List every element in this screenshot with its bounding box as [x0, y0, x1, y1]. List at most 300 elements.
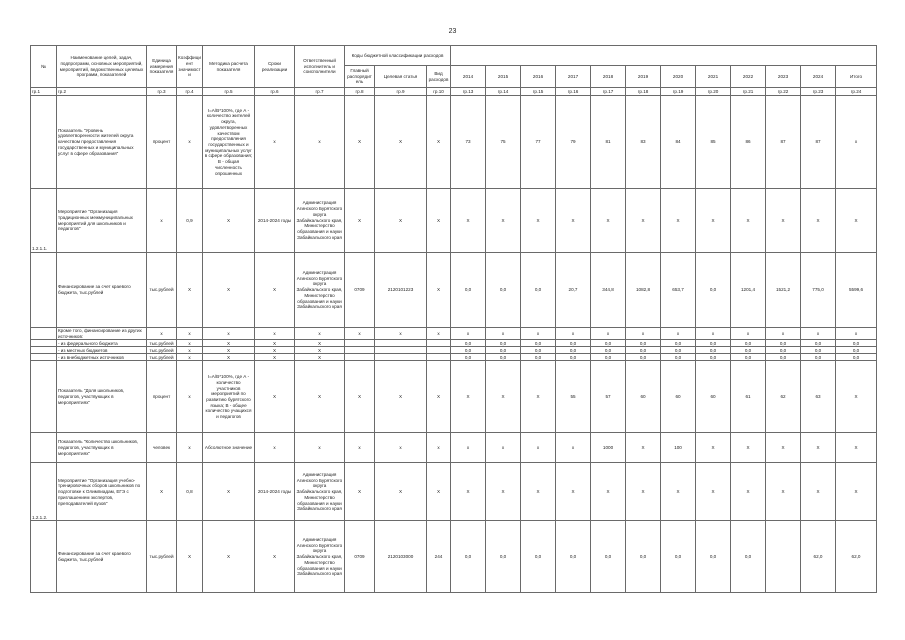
year-value: Х [696, 189, 731, 253]
row-term: Х [255, 347, 295, 354]
year-header: 2022 [731, 66, 766, 88]
row-method: Х [203, 347, 255, 354]
table-cell: гр.2 [57, 88, 147, 96]
row-total: Х [836, 189, 877, 253]
year-header: 2017 [556, 66, 591, 88]
year-value: х [801, 328, 836, 340]
year-value: Х [591, 189, 626, 253]
year-value: х [556, 433, 591, 463]
column-number-row [31, 88, 877, 96]
row-name: Показатель "Уровень удовлетворенности жителей округа качеством предоставления государственных и муниципальных услуг в сфере образования" [57, 96, 147, 189]
year-value: 86 [731, 96, 766, 189]
program-table [30, 45, 877, 593]
table-cell: гр.9 [375, 88, 427, 96]
row-total: х [836, 328, 877, 340]
year-value: 85 [696, 96, 731, 189]
year-value: Х [731, 433, 766, 463]
table-cell: гр.5 [203, 88, 255, 96]
year-value [766, 521, 801, 593]
row-executor: х [295, 433, 345, 463]
row-kcs: Х [375, 463, 427, 521]
row-method: Х [203, 189, 255, 253]
row-unit: тыс.рублей [147, 253, 177, 328]
year-value: 62 [766, 361, 801, 433]
table-cell [375, 340, 427, 347]
row-total: Х [836, 361, 877, 433]
row-vr: х [427, 433, 451, 463]
year-value: 0,0 [731, 521, 766, 593]
year-value: 0,0 [591, 354, 626, 361]
year-value: 0,0 [451, 340, 486, 347]
header-vr: Вид расходов [427, 66, 451, 88]
year-value: 0,0 [556, 347, 591, 354]
year-value: 0,0 [696, 347, 731, 354]
row-vr: Х [427, 189, 451, 253]
year-value: х [626, 328, 661, 340]
table-row [31, 340, 877, 347]
year-value: Х [696, 463, 731, 521]
year-value: 75 [486, 96, 521, 189]
row-number [31, 521, 57, 593]
year-value: 0,0 [801, 340, 836, 347]
year-value: 0,0 [731, 347, 766, 354]
row-total: Х [836, 463, 877, 521]
row-number: 1.2.1.2. [31, 463, 57, 521]
year-value: 84 [661, 96, 696, 189]
table-row [31, 463, 877, 521]
year-value: Х [521, 189, 556, 253]
year-value: 0,0 [766, 340, 801, 347]
year-value: 0,0 [696, 354, 731, 361]
table-cell [375, 354, 427, 361]
row-grbs: Х [345, 361, 375, 433]
year-value: Х [591, 463, 626, 521]
year-value: Х [486, 463, 521, 521]
row-kcs: х [375, 433, 427, 463]
row-total: 0,0 [836, 354, 877, 361]
year-value: 0,0 [626, 340, 661, 347]
year-value: 0,0 [486, 347, 521, 354]
row-term: 2014-2024 годы [255, 189, 295, 253]
year-value: х [451, 328, 486, 340]
year-value: 0,0 [801, 347, 836, 354]
row-total: 62,0 [836, 521, 877, 593]
row-coef: х [177, 354, 203, 361]
year-value: х [766, 328, 801, 340]
year-header: 2024 [801, 66, 836, 88]
row-number [31, 340, 57, 347]
year-value: 87 [801, 96, 836, 189]
header-row-1 [31, 46, 877, 66]
row-total: х [836, 96, 877, 189]
year-value: 57 [591, 361, 626, 433]
year-value: х [521, 328, 556, 340]
year-value: х [486, 328, 521, 340]
row-executor: Администрация Агинского Бурятского округа Забайкальского края, Министерство образования и науки Забайкальского края [295, 253, 345, 328]
row-kcs: Х [375, 189, 427, 253]
year-value: 0,0 [696, 521, 731, 593]
year-value: 0,0 [556, 354, 591, 361]
row-number [31, 433, 57, 463]
year-value: 1000 [591, 433, 626, 463]
table-cell: гр.19 [661, 88, 696, 96]
table-cell [375, 347, 427, 354]
row-term: Х [255, 521, 295, 593]
year-header: 2019 [626, 66, 661, 88]
row-term: Х [255, 253, 295, 328]
year-value: 0,0 [801, 354, 836, 361]
year-value: 62,0 [801, 521, 836, 593]
year-value: Х [451, 361, 486, 433]
row-unit: тыс.рублей [147, 354, 177, 361]
row-number [31, 361, 57, 433]
table-cell: гр.1 [31, 88, 57, 96]
row-vr: Х [427, 96, 451, 189]
year-value: 0,0 [451, 253, 486, 328]
row-term: Х [255, 340, 295, 347]
year-value: 60 [661, 361, 696, 433]
table-row [31, 96, 877, 189]
year-value: 60 [626, 361, 661, 433]
year-header: 2020 [661, 66, 696, 88]
table-cell: гр.17 [591, 88, 626, 96]
year-value: 0,0 [521, 340, 556, 347]
row-executor: Х [295, 347, 345, 354]
table-cell [427, 340, 451, 347]
year-value: 0,0 [626, 521, 661, 593]
row-executor: Администрация Агинского Бурятского округа Забайкальского края, Министерство образования и науки Забайкальского края [295, 189, 345, 253]
row-unit: Х [147, 463, 177, 521]
year-value: х [556, 328, 591, 340]
table-row [31, 328, 877, 340]
row-number [31, 253, 57, 328]
row-unit: тыс.рублей [147, 521, 177, 593]
row-coef: х [177, 328, 203, 340]
header-term: Сроки реализации [255, 46, 295, 88]
year-value: 55 [556, 361, 591, 433]
year-value: Х [556, 189, 591, 253]
row-total: 0,0 [836, 340, 877, 347]
row-number: 1.2.1.1. [31, 189, 57, 253]
row-number [31, 328, 57, 340]
page-number: 23 [448, 28, 457, 35]
row-coef: х [177, 347, 203, 354]
table-cell: гр.4 [177, 88, 203, 96]
year-value: Х [801, 463, 836, 521]
row-executor: Х [295, 340, 345, 347]
row-unit: тыс.рублей [147, 340, 177, 347]
year-header: 2018 [591, 66, 626, 88]
year-value: 73 [451, 96, 486, 189]
table-row [31, 361, 877, 433]
table-cell: гр.24 [836, 88, 877, 96]
header-method: Методика расчета показателя [203, 46, 255, 88]
row-name: Мероприятие "Организация учебно-тренировочных сборов школьников по подготовке к Олимпиадам, ЕГЭ с приглашением экспертов, преподавателей вузов" [57, 463, 147, 521]
year-value: 0,0 [521, 253, 556, 328]
year-value: Х [626, 189, 661, 253]
year-value: 83 [626, 96, 661, 189]
row-method: Абсолютное значение [203, 433, 255, 463]
row-term: х [255, 433, 295, 463]
row-name: Показатель "Количество школьников, педагогов, участвующих в мероприятиях" [57, 433, 147, 463]
year-value: 0,0 [591, 521, 626, 593]
table-row [31, 189, 877, 253]
table-cell: гр.7 [295, 88, 345, 96]
row-term: 2014-2024 годы [255, 463, 295, 521]
table-cell: гр.6 [255, 88, 295, 96]
header-no: № [31, 46, 57, 88]
year-header: 2021 [696, 66, 731, 88]
year-value: 775,0 [801, 253, 836, 328]
table-row [31, 347, 877, 354]
table-cell [427, 347, 451, 354]
row-vr: Х [427, 361, 451, 433]
row-name: Показатель "Доля школьников, педагогов, участвующих в мероприятиях" [57, 361, 147, 433]
table-cell [345, 347, 375, 354]
header-unit: Единица измерения показателя [147, 46, 177, 88]
year-value: 0,0 [766, 354, 801, 361]
row-method: Х [203, 340, 255, 347]
year-header: 2014 [451, 66, 486, 88]
row-unit: х [147, 189, 177, 253]
year-header: 2016 [521, 66, 556, 88]
row-name: - из внебюджетных источников [57, 354, 147, 361]
year-value: 1201,4 [731, 253, 766, 328]
year-value: Х [451, 189, 486, 253]
row-name: Кроме того, финансирование из других источников: [57, 328, 147, 340]
row-name: Финансирование за счет краевого бюджета, тыс.рублей [57, 253, 147, 328]
year-value: 81 [591, 96, 626, 189]
total-header: Итого [836, 66, 877, 88]
row-vr: Х [427, 463, 451, 521]
year-value: х [451, 433, 486, 463]
table-cell: гр.16 [556, 88, 591, 96]
row-coef: 0,8 [177, 463, 203, 521]
year-header: 2023 [766, 66, 801, 88]
year-value: 87 [766, 96, 801, 189]
row-executor: Х [295, 361, 345, 433]
year-value: 0,0 [556, 340, 591, 347]
row-coef: х [177, 361, 203, 433]
year-value: 0,0 [521, 521, 556, 593]
year-value: 0,0 [661, 340, 696, 347]
year-value: 0,0 [451, 521, 486, 593]
row-name: - из федерального бюджета [57, 340, 147, 347]
year-value: 0,0 [696, 340, 731, 347]
year-value: Х [521, 463, 556, 521]
year-value: Х [766, 433, 801, 463]
year-value: Х [731, 463, 766, 521]
row-grbs: 0709 [345, 521, 375, 593]
year-value: 0,0 [626, 347, 661, 354]
year-value: 1082,8 [626, 253, 661, 328]
year-value: 344,8 [591, 253, 626, 328]
year-value: Х [556, 463, 591, 521]
table-cell: гр.20 [696, 88, 731, 96]
row-coef: х [177, 340, 203, 347]
table-cell [345, 340, 375, 347]
year-value: Х [626, 463, 661, 521]
header-coef: Коэффициент значимости [177, 46, 203, 88]
row-unit: тыс.рублей [147, 347, 177, 354]
year-value: 0,0 [661, 521, 696, 593]
year-value: Х [486, 361, 521, 433]
year-value: 63 [801, 361, 836, 433]
table-cell: гр.18 [626, 88, 661, 96]
year-value: 0,0 [486, 521, 521, 593]
row-grbs: Х [345, 96, 375, 189]
table-cell: гр.22 [766, 88, 801, 96]
row-coef: Х [177, 253, 203, 328]
row-method: Х [203, 354, 255, 361]
year-value: 0,0 [521, 354, 556, 361]
row-kcs: х [375, 328, 427, 340]
row-total: 5599,6 [836, 253, 877, 328]
table-row [31, 521, 877, 593]
year-value: 0,0 [556, 521, 591, 593]
table-cell: гр.23 [801, 88, 836, 96]
header-grbs: Главный распорядитель [345, 66, 375, 88]
year-value: Х [731, 189, 766, 253]
row-method: I=A/B*100%, где А - количество жителей округа, удовлетворенных качеством предоставления государственных и муниципальных услуг в сфере образования; В - общая численность опрошенных [203, 96, 255, 189]
year-value: Х [661, 463, 696, 521]
table-row [31, 253, 877, 328]
table-row [31, 433, 877, 463]
year-value: Х [696, 433, 731, 463]
year-header: 2015 [486, 66, 521, 88]
year-value: 0,0 [661, 347, 696, 354]
header-codes: Коды бюджетной классификации расходов [345, 46, 451, 66]
row-grbs: Х [345, 189, 375, 253]
row-grbs: 0709 [345, 253, 375, 328]
year-value: Х [801, 189, 836, 253]
year-value: х [486, 433, 521, 463]
row-coef: 0,9 [177, 189, 203, 253]
year-value: 60 [696, 361, 731, 433]
row-term: Х [255, 354, 295, 361]
table-cell [427, 354, 451, 361]
year-value: Х [521, 361, 556, 433]
row-number [31, 96, 57, 189]
row-unit: человек [147, 433, 177, 463]
year-value: 0,0 [626, 354, 661, 361]
year-value: 0,0 [591, 347, 626, 354]
year-value: 0,0 [731, 340, 766, 347]
row-coef: х [177, 433, 203, 463]
row-executor: х [295, 328, 345, 340]
header-name: Наименование целей, задач, подпрограмм, основных мероприятий, мероприятий, ведомственных целевых программ, показателей [57, 46, 147, 88]
header-executor: Ответственный исполнитель и соисполнители [295, 46, 345, 88]
year-value: 0,0 [486, 253, 521, 328]
row-number [31, 347, 57, 354]
table-cell: гр.21 [731, 88, 766, 96]
row-kcs: 2120103000 [375, 521, 427, 593]
table-cell: гр.8 [345, 88, 375, 96]
table-cell: гр.10 [427, 88, 451, 96]
row-vr: Х [427, 253, 451, 328]
row-term: х [255, 328, 295, 340]
row-name: Финансирование за счет краевого бюджета, тыс.рублей [57, 521, 147, 593]
row-kcs: Х [375, 361, 427, 433]
row-grbs: х [345, 433, 375, 463]
row-unit: процент [147, 96, 177, 189]
row-number [31, 354, 57, 361]
table-cell: гр.15 [521, 88, 556, 96]
year-value: Х [661, 189, 696, 253]
header-kcs: Целевая статья [375, 66, 427, 88]
table-cell: гр.13 [451, 88, 486, 96]
row-grbs: х [345, 328, 375, 340]
table-cell [451, 46, 877, 66]
row-kcs: 2120101223 [375, 253, 427, 328]
year-value: х [696, 328, 731, 340]
row-name: - из местных бюджетов [57, 347, 147, 354]
row-executor: Администрация Агинского Бурятского округа Забайкальского края, Министерство образования и науки Забайкальского края [295, 521, 345, 593]
year-value: 0,0 [766, 347, 801, 354]
row-vr: х [427, 328, 451, 340]
row-vr: 244 [427, 521, 451, 593]
year-value: Х [801, 433, 836, 463]
row-coef: Х [177, 521, 203, 593]
year-value: 61 [731, 361, 766, 433]
row-total: Х [836, 433, 877, 463]
table-cell [345, 354, 375, 361]
row-grbs: Х [345, 463, 375, 521]
year-value: 0,0 [731, 354, 766, 361]
row-method: х [203, 328, 255, 340]
year-value: 0,0 [451, 347, 486, 354]
year-value: Х [766, 189, 801, 253]
year-value: х [731, 328, 766, 340]
year-value: Х [451, 463, 486, 521]
row-method: Х [203, 521, 255, 593]
row-unit: х [147, 328, 177, 340]
row-term: х [255, 96, 295, 189]
year-value: 0,0 [486, 340, 521, 347]
row-executor: х [295, 96, 345, 189]
year-value: 653,7 [661, 253, 696, 328]
row-coef: х [177, 96, 203, 189]
row-executor: Х [295, 354, 345, 361]
year-value: 0,0 [451, 354, 486, 361]
row-method: Х [203, 463, 255, 521]
year-value: х [521, 433, 556, 463]
year-value: 0,0 [521, 347, 556, 354]
year-value: Х [626, 433, 661, 463]
year-value: 100 [661, 433, 696, 463]
year-value: 0,0 [696, 253, 731, 328]
year-value: 79 [556, 96, 591, 189]
row-kcs: Х [375, 96, 427, 189]
year-value: х [661, 328, 696, 340]
row-name: Мероприятие "Организация традиционных межмуниципальных мероприятий для школьников и педагогов" [57, 189, 147, 253]
year-value: 1521,2 [766, 253, 801, 328]
year-value: 20,7 [556, 253, 591, 328]
year-value: 0,0 [661, 354, 696, 361]
table-cell: гр.14 [486, 88, 521, 96]
row-total: 0,0 [836, 347, 877, 354]
year-value: Х [486, 189, 521, 253]
row-executor: Администрация Агинского Бурятского округа Забайкальского края, Министерство образования и науки Забайкальского края [295, 463, 345, 521]
year-value: 0,0 [486, 354, 521, 361]
year-value: Х [766, 463, 801, 521]
row-method: Х [203, 253, 255, 328]
year-value: 0,0 [591, 340, 626, 347]
table-row [31, 354, 877, 361]
year-value: 77 [521, 96, 556, 189]
row-method: I=A/B*100%, где А - количество участников мероприятий по развитию бурятского языка; В - общее количество учащихся и педагогов [203, 361, 255, 433]
row-unit: процент [147, 361, 177, 433]
